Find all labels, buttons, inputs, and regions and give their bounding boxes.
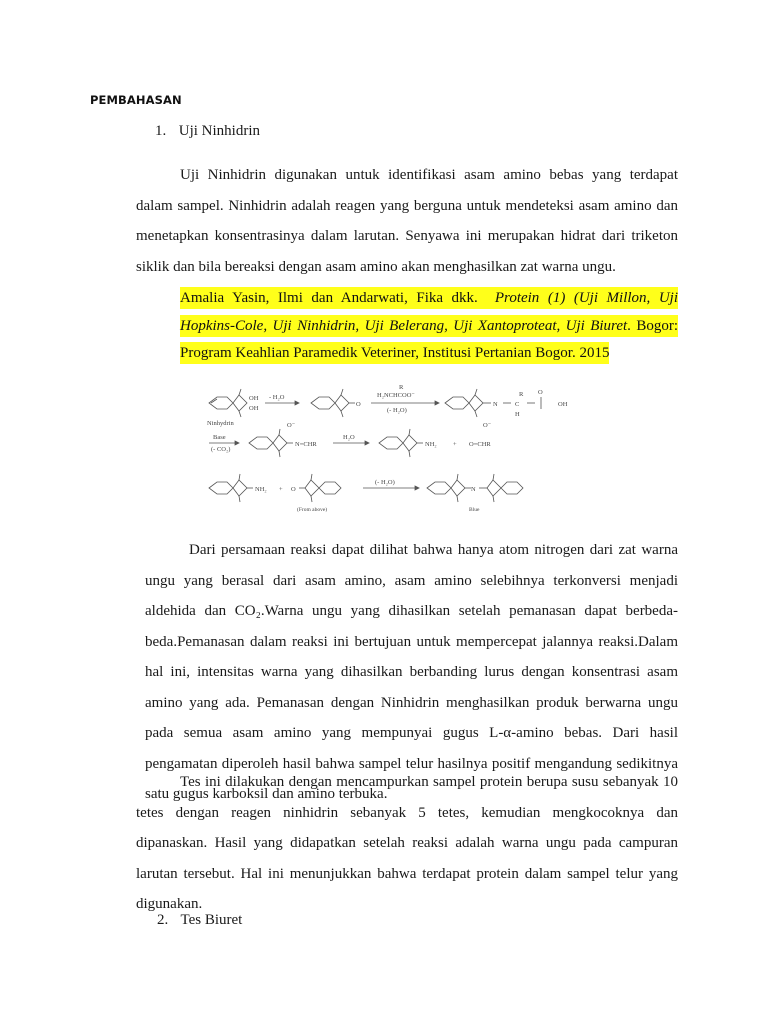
section-heading: PEMBAHASAN	[90, 93, 182, 107]
intro-paragraph	[136, 160, 678, 282]
citation-line	[180, 340, 678, 368]
blue-product-caption: Blue	[469, 507, 480, 513]
paragraph-line: larutan tersebut. Hal ini menunjukkan bahwa terdapat protein dalam sampel telur yang	[136, 865, 678, 882]
c-label: C	[515, 401, 520, 408]
r-group: R	[519, 391, 524, 398]
paragraph-line: tetes dengan reagen ninhidrin sebanyak 5 tetes, kemudian mengkocoknya dan	[136, 804, 678, 821]
list-number: 2.	[157, 912, 169, 928]
citation-title-cont: Hopkins-Cole, Uji Ninhidrin, Uji Belerang, Uji Xantoproteat, Uji Biuret	[180, 317, 628, 334]
citation-title: Protein (1) (Uji Millon, Uji	[494, 290, 678, 306]
method-paragraph	[136, 767, 678, 920]
plus-sign: +	[279, 486, 283, 493]
paragraph-line: Dari persamaan reaksi dapat dilihat bahwa hanya atom nitrogen dari zat warna	[189, 542, 678, 558]
paragraph-line: beda.Pemanasan dalam reaksi ini bertujuan untuk mempercepat jalannya reaksi.Dalam	[145, 633, 678, 650]
r-group: R	[399, 384, 404, 391]
o-label: O	[291, 486, 296, 493]
step1-reagent: - H₂O	[269, 394, 285, 401]
paragraph-line: siklik dan bila bereaksi dengan asam amino akan menghasilkan zat warna ungu.	[136, 258, 616, 275]
step3-reagent-bottom: (- CO₂)	[211, 446, 231, 453]
paragraph-line: menetapkan konsentrasinya dalam larutan. Senyawa ini merupakan hidrat dari triketon	[136, 228, 678, 244]
paragraph-line: aldehida dan CO₂.Warna ungu yang dihasilkan setelah pemanasan dapat berbeda-	[145, 603, 678, 619]
ninhydrin-reaction-figure	[203, 383, 573, 518]
paragraph-line: ungu yang berasal dari asam amino, asam amino selebihnya terkonversi menjadi	[145, 572, 678, 589]
citation-authors: Amalia Yasin, Ilmi dan Andarwati, Fika dkk.	[180, 290, 478, 306]
reaction-scheme-diagram	[203, 383, 573, 518]
paragraph-line: amino yang ada. Pemanasan dengan Ninhidrin menghasilkan produk berwarna ungu	[145, 694, 678, 711]
citation-block	[180, 285, 678, 368]
paragraph-line: Uji Ninhidrin digunakan untuk identifikasi asam amino bebas yang terdapat	[180, 167, 678, 183]
step4-reagent: H₂O	[343, 434, 355, 441]
amine-label: NH₂	[255, 486, 267, 493]
paragraph-line: satu gugus karboksil dan amino terbuka.	[145, 786, 388, 802]
o-label: O	[538, 389, 543, 396]
paragraph-line: pada semua asam amino yang mempunyai gugus L-α-amino bebas. Dari hasil	[145, 725, 678, 741]
n-label: N	[493, 401, 498, 408]
paragraph-line: dalam sampel. Ninhidrin adalah reagen yang berguna untuk mendeteksi asam amino dan	[136, 197, 678, 214]
paragraph-line: pengamatan diperoleh hasil bahwa sampel telur hasilnya positif mengandung sedikitnya	[145, 755, 678, 772]
step3-reagent: Base	[213, 434, 226, 441]
citation-line	[180, 285, 678, 313]
o-minus-label: O⁻	[483, 422, 492, 429]
amine-label: NH₂	[425, 441, 437, 448]
o-label: O	[356, 401, 361, 408]
citation-line	[180, 313, 678, 341]
list-title: Tes Biuret	[180, 912, 243, 928]
from-above-caption: (From above)	[297, 507, 328, 513]
h-label: H	[515, 411, 520, 418]
paragraph-line: digunakan.	[136, 896, 203, 912]
list-title: Uji Ninhidrin	[178, 123, 260, 139]
section-2-title	[157, 912, 242, 929]
o-minus-label: O⁻	[287, 422, 296, 429]
paragraph-line: dipanaskan. Hasil yang didapatkan setelah reaksi adalah warna ungu pada campuran	[136, 835, 678, 851]
paragraph-line: Tes ini dilakukan dengan mencampurkan sampel protein berupa susu sebanyak 10	[180, 774, 678, 790]
aldehyde-label: O=CHR	[469, 441, 491, 448]
oh-label: OH	[249, 405, 259, 412]
citation-publisher-start: . Bogor:	[627, 317, 679, 334]
oh-label: OH	[558, 401, 568, 408]
citation-publisher: Program Keahlian Paramedik Veteriner, Institusi Pertanian Bogor. 2015	[180, 342, 609, 364]
oh-label: OH	[249, 395, 259, 402]
step2-reagent-bottom: (- H₂O)	[387, 407, 407, 414]
step5-reagent: (- H₂O)	[375, 479, 395, 486]
plus-sign: +	[453, 441, 457, 448]
list-number: 1.	[155, 123, 167, 139]
paragraph-line: hal ini, intensitas warna yang dihasilkan berbanding lurus dengan konsentrasi asam	[145, 664, 678, 680]
step2-reagent: H₂NCHCOO⁻	[377, 392, 415, 399]
section-1-title	[155, 123, 260, 140]
imine-label: N=CHR	[295, 441, 317, 448]
n-label: N	[471, 486, 476, 493]
ninhydrin-caption: Ninhydrin	[207, 420, 234, 427]
